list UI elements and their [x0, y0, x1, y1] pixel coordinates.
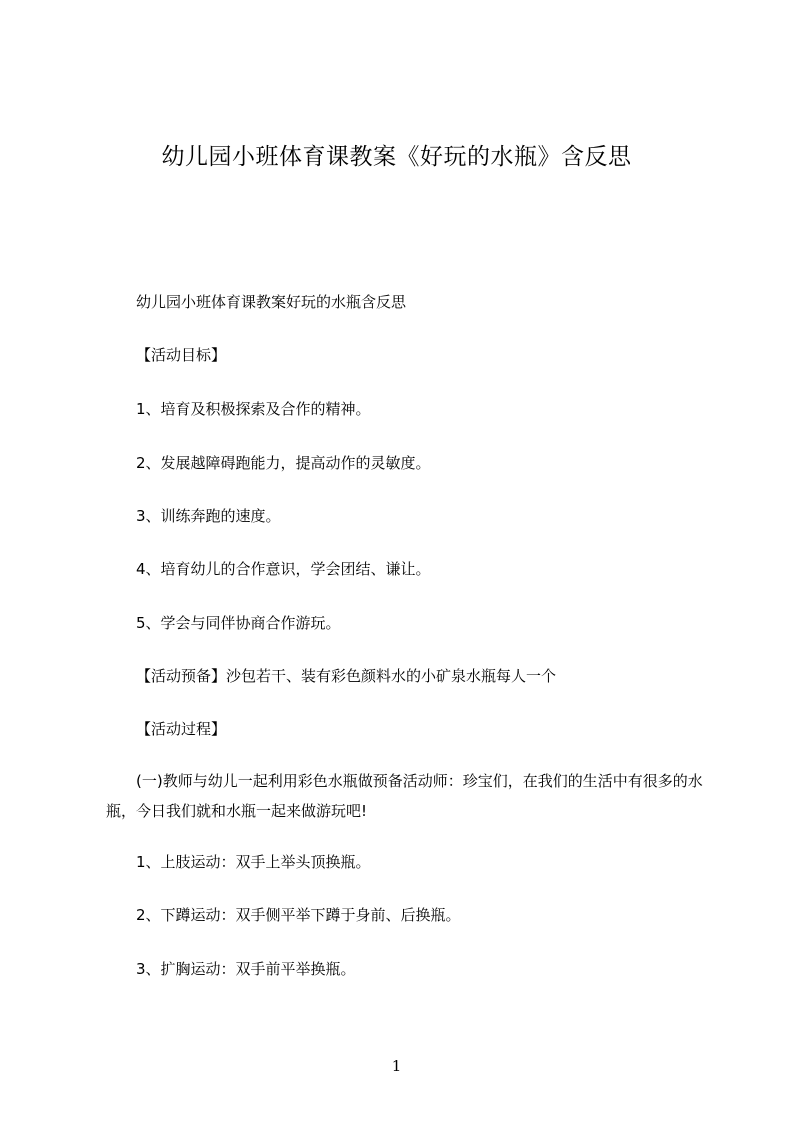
goal-item: 3、训练奔跑的速度。	[136, 507, 281, 525]
preparation-text: 【活动预备】沙包若干、装有彩色颜料水的小矿泉水瓶每人一个	[136, 667, 557, 685]
goal-item: 1、培育及积极探索及合作的精神。	[136, 400, 371, 418]
document-title: 幼儿园小班体育课教案《好玩的水瓶》含反思	[161, 144, 632, 170]
step-item: 3、扩胸运动：双手前平举换瓶。	[136, 960, 356, 978]
step-item: 2、下蹲运动：双手侧平举下蹲于身前、后换瓶。	[136, 906, 461, 924]
page-number: 1	[391, 1057, 402, 1075]
goal-item: 2、发展越障碍跑能力，提高动作的灵敏度。	[136, 454, 431, 472]
process-intro-paragraph: (一)教师与幼儿一起利用彩色水瓶做预备活动师：珍宝们，在我们的生活中有很多的水瓶，今日我们就和水瓶一起来做游玩吧!	[106, 772, 703, 820]
step-item: 1、上肢运动：双手上举头顶换瓶。	[136, 853, 371, 871]
document-subtitle: 幼儿园小班体育课教案好玩的水瓶含反思	[136, 293, 407, 311]
goal-item: 5、学会与同伴协商合作游玩。	[136, 614, 341, 632]
goals-heading: 【活动目标】	[136, 346, 227, 364]
process-heading: 【活动过程】	[136, 720, 227, 738]
goal-item: 4、培育幼儿的合作意识，学会团结、谦让。	[136, 560, 431, 578]
